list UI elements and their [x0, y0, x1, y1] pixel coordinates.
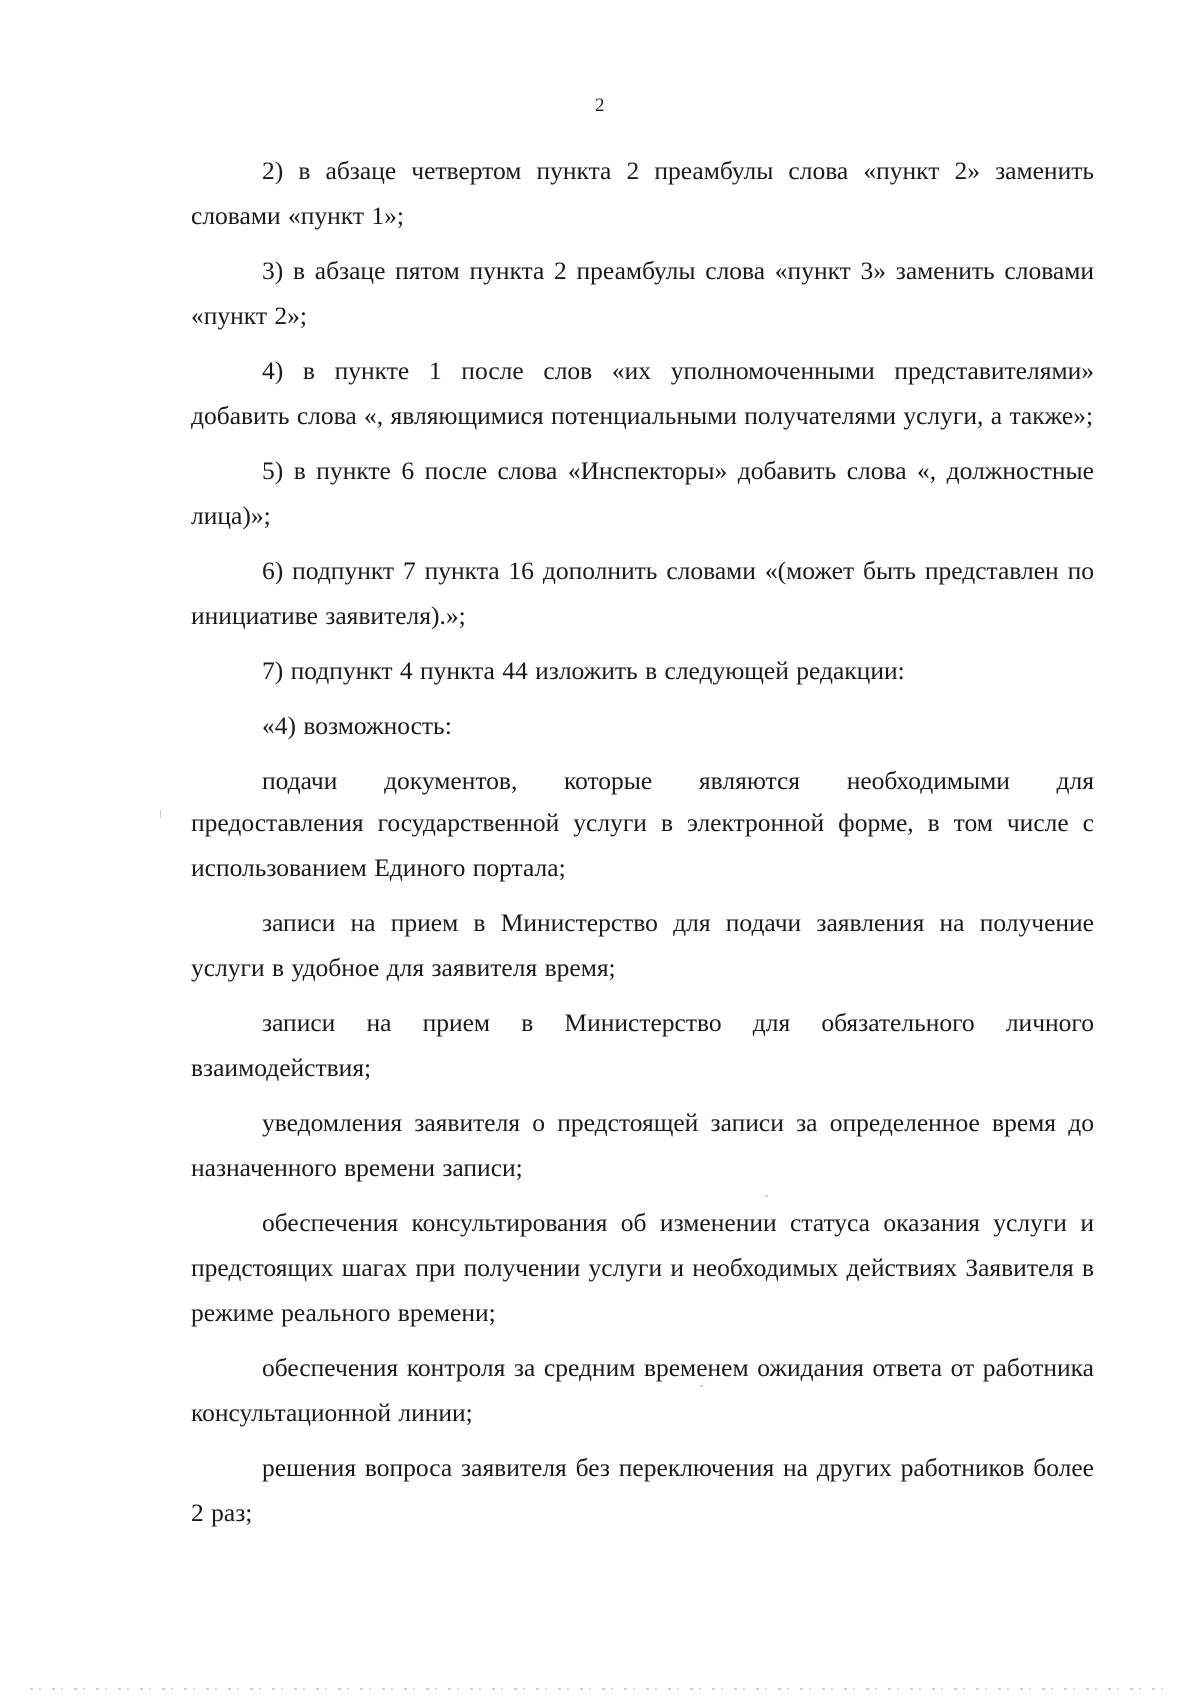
- document-body: [191, 148, 1094, 1545]
- paragraph-submit-documents-line1: подачи документов, которые являются необходимыми для: [262, 766, 1094, 795]
- scan-edge-artifact: [30, 1688, 1170, 1690]
- paragraph-submit-documents-line2: предоставления государственной услуги в электронной форме, в том числе с использованием Единого портала;: [191, 808, 1094, 882]
- page-number: 2: [595, 95, 605, 116]
- paragraph-option-4-intro: «4) возможность:: [262, 711, 452, 740]
- paragraph-no-transfer: решения вопроса заявителя без переключения на других работников более 2 раз;: [191, 1453, 1094, 1527]
- scan-speck: [765, 1195, 768, 1197]
- paragraph-consulting-status: обеспечения консультирования об изменении статуса оказания услуги и предстоящих шагах при получении услуги и необходимых действиях Заявителя в режиме реального времени;: [191, 1208, 1094, 1327]
- paragraph-item-3: 3) в абзаце пятом пункта 2 преамбулы слова «пункт 3» заменить словами «пункт 2»;: [191, 256, 1094, 330]
- scan-speck: [700, 1385, 703, 1387]
- paragraph-item-7: 7) подпункт 4 пункта 44 изложить в следующей редакции:: [262, 656, 905, 685]
- paragraph-appointment-personal: записи на прием в Министерство для обязательного личного взаимодействия;: [191, 1008, 1094, 1082]
- paragraph-appointment-application: записи на прием в Министерство для подачи заявления на получение услуги в удобное для заявителя время;: [191, 908, 1094, 982]
- paragraph-item-2: 2) в абзаце четвертом пункта 2 преамбулы слова «пункт 2» заменить словами «пункт 1»;: [191, 156, 1094, 230]
- paragraph-notification: уведомления заявителя о предстоящей записи за определенное время до назначенного времени записи;: [191, 1108, 1094, 1182]
- paragraph-item-4: 4) в пункте 1 после слов «их уполномоченными представителями» добавить слова «, являющимися потенциальными получателями услуги, а также»;: [191, 356, 1094, 430]
- paragraph-item-6: 6) подпункт 7 пункта 16 дополнить словами «(может быть представлен по инициативе заявителя).»;: [191, 556, 1094, 630]
- scan-speck: [160, 810, 161, 818]
- paragraph-item-5: 5) в пункте 6 после слова «Инспекторы» добавить слова «, должностные лица)»;: [191, 456, 1094, 530]
- paragraph-waiting-time-control: обеспечения контроля за средним временем ожидания ответа от работника консультационной линии;: [191, 1353, 1094, 1427]
